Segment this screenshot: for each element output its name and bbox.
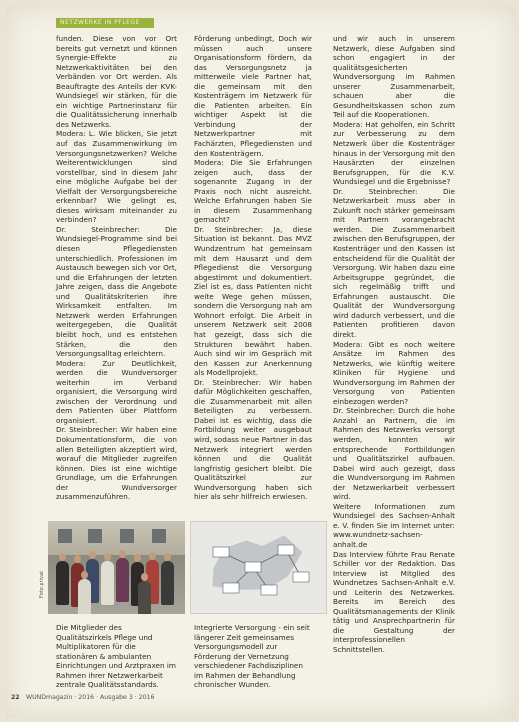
paragraph: Förderung unbedingt, Doch wir müssen auch unsere Organisationsform fördern, da das Versorgungsnetz ja mitterweile viele Partner hat, die gemeinsam mit den Kostenträgern im Netzwerk für die Patienten arbeiten. Ein wichtiger Aspekt ist die Verbindung der Netzwerkpartner mit Fachärzten, Pflegediensten und den Kostenträgern. [194, 34, 312, 158]
paragraph: und wir auch in unserem Netzwerk, diese Aufgaben sind schon engagiert in der qualitätsgesicherten Wundversorgung im Rahmen unserer Zusammenarbeit, schauen aber die Gesundheitskassen schon zum Teil auf die Kooperationen. [333, 34, 455, 120]
paragraph: Modera: Hat geholfen, ein Schritt zur Verbesserung zu dem Netzwerk über die Kostenträger hinaus in der Versorgung mit den Hausärzten der einzelnen Berufsgruppen, für die K.V. Wundsiegel und die Ergebnisse? [333, 119, 455, 187]
network-connections [191, 522, 326, 613]
page-number: 22 [11, 694, 20, 701]
photo-caption: Die Mitglieder des Qualitätszirkels Pflege und Multiplikatoren für die stationären & ambulanten Einrichtungen und Arztpraxen im Rahmen ihrer Netzwerkarbeit zentrale Qualitätsstandards. [56, 623, 176, 689]
paragraph: Modera: L. Wie blicken, Sie jetzt auf das Zusammenwirkung im Versorgungsnetzwerken? Welche Weiterentwicklungen sind vorstellbar, sind in diesem Jahr eine mögliche Aufgabe bei der Vielfalt der Versorgungsbereiche erkennbar? Wie gelingt es, dieses wirksam miteinander zu verbinden? [56, 129, 177, 225]
paragraph: Weitere Informationen zum Wundsiegel des Sachsen-Anhalt e. V. finden Sie im Internet unter: www.wundnetz-sachsen-anhalt.de [333, 501, 455, 549]
group-photo [48, 521, 185, 614]
photo-background-building [48, 521, 185, 555]
text-column-3 [333, 34, 455, 655]
photo-person [56, 561, 69, 605]
photo-person [116, 558, 129, 602]
photo-person [161, 561, 174, 605]
paragraph: Modera: Gibt es noch weitere Ansätze im Rahmen des Netzwerks, wie künftig weitere Kliniken für Hygiene und Wundversorgung im Rahmen der Versorgung von Patienten einbezogen werden? [333, 339, 455, 406]
paragraph: Dr. Steinbrecher: Wir haben dafür Möglichkeiten geschaffen, die Zusammenarbeit mit allen Beteiligten zu verbessern. Dabei ist es wichtig, dass die Fortbildung weiter ausgebaut wird, sodass neue Partner in das Netzwerk integriert werden können und die Qualität langfristig gesichert bleibt. Die Qualitätszirkel zur Wundversorgung haben sich hier als sehr hilfreich erwiesen. [194, 377, 312, 502]
photo-credit: Foto privat [39, 571, 45, 598]
photo-window [58, 529, 72, 543]
figure-caption: Integrierte Versorgung - ein seit längerer Zeit gemeinsames Versorgungsmodell zur Förderung der Vernetzung verschiedener Fachdisziplinen im Rahmen der Behandlung chronischer Wunden. [194, 623, 310, 689]
paragraph: Dr. Steinbrecher: Wir haben eine Dokumentationsform, die von allen Beteiligten akzeptiert wird, worauf die Mitglieder zugreifen können. Dies ist eine wichtige Grundlage, um die Erfahrungen der Wundversorger zusammenzuführen. [56, 425, 177, 502]
magazine-page [6, 6, 516, 718]
publication-info: WUNDmagazin · 2016 · Ausgabe 3 · 2016 [26, 694, 155, 701]
photo-person [78, 579, 91, 614]
paragraph: Dr. Steinbrecher: Durch die hohe Anzahl an Partnern, die im Rahmen des Netzwerks versorgt werden, konnten wir entsprechende Fortbildungen und Qualitätszirkel aufbauen. Dabei wird auch gezeigt, dass die Wundversorgung im Rahmen der Netzwerkarbeit verbessert wird. [333, 406, 455, 502]
paragraph: Dr. Steinbrecher: Ja, diese Situation ist bekannt. Das MVZ Wundzentrum hat gemeinsam mit dem Hausarzt und dem Pflegedienst die Versorgung abgestimmt und dokumentiert. Ziel ist es, dass Patienten nicht weite Wege gehen müssen, sondern die Versorgung nah am Wohnort erfolgt. Die Arbeit in unserem Netzwerk seit 2008 hat gezeigt, dass sich die Strukturen bewährt haben. Auch sind wir im Gespräch mit den Kassen zur Anerkennung als Modellprojekt. [194, 224, 312, 378]
page-footer [6, 693, 206, 705]
paragraph: Modera: Zur Deutlichkeit, werden die Wundversorger weiterhin im Verband organisiert, die Versorgung wird zwischen der Verordnung und dem Patienten über Plattform organisiert. [56, 358, 177, 425]
text-column-1 [56, 34, 177, 502]
photo-window [88, 529, 102, 543]
paragraph: Dr. Steinbrecher: Die Netzwerkarbeit muss aber in Zukunft noch stärker gemeinsam mit Partnern vorangebracht werden. Die Zusammenarbeit zwischen den Berufsgruppen, der Kostenträger und den Kassen ist entscheidend für die Qualität der Versorgung. Wir haben dazu eine Arbeitsgruppe gegründet, die sich regelmäßig trifft und Erfahrungen austauscht. Die Qualität der Wundversorgung wird dadurch verbessert, und die Patienten profitieren davon direkt. [333, 186, 455, 339]
network-map-figure [190, 521, 327, 614]
paragraph: Das Interview führte Frau Renate Schiller vor der Redaktion. Das Interview ist Mitglied des Wundnetzes Sachsen-Anhalt e.V. und Leiterin des Netzwerkes. Bereits im Bereich des Qualitätsmanagements der Klinik tätig und Ansprechpartnerin für die Gestaltung der interprofessionellen Schnittstellen. [333, 549, 455, 654]
section-tab-label: NETZWERKE IN PFLEGE [60, 19, 140, 26]
paragraph: Modera: Die Sie Erfahrungen zeigen auch, dass der sogenannte Zugang in der Praxis noch nicht ausreicht. Welche Erfahrungen haben Sie in diesem Zusammenhang gemacht? [194, 158, 312, 225]
photo-window [152, 529, 166, 543]
section-tab [56, 18, 154, 28]
paragraph: Dr. Steinbrecher: Die Wundsiegel-Programme sind bei diesen Pflegediensten unterschiedlich. Professionen im Austausch bewegen sich vor Ort, und die Erfahrungen der letzten Jahre zeigen, dass die Angebote und Qualitätskriterien ihre Wirksamkeit entfalten. Im Netzwerk werden Erfahrungen weitergegeben, die Qualität bleibt hoch, und es entstehen Stärken, die den Versorgungsalltag erleichtern. [56, 224, 177, 359]
photo-person [138, 581, 151, 614]
paragraph: funden. Diese von vor Ort bereits gut vernetzt und können Synergie-Effekte zu Netzwerkaktivitäten bei den Verbänden vor Ort werden. Als Beauftragte des Anteils der KVK-Wundsiegel wir stärken, für die ein wichtige Partnerinstanz für die Qualitätssicherung innerhalb des Netzwerks. [56, 34, 177, 129]
text-column-2 [194, 34, 312, 502]
photo-person [101, 561, 114, 605]
photo-window [120, 529, 134, 543]
